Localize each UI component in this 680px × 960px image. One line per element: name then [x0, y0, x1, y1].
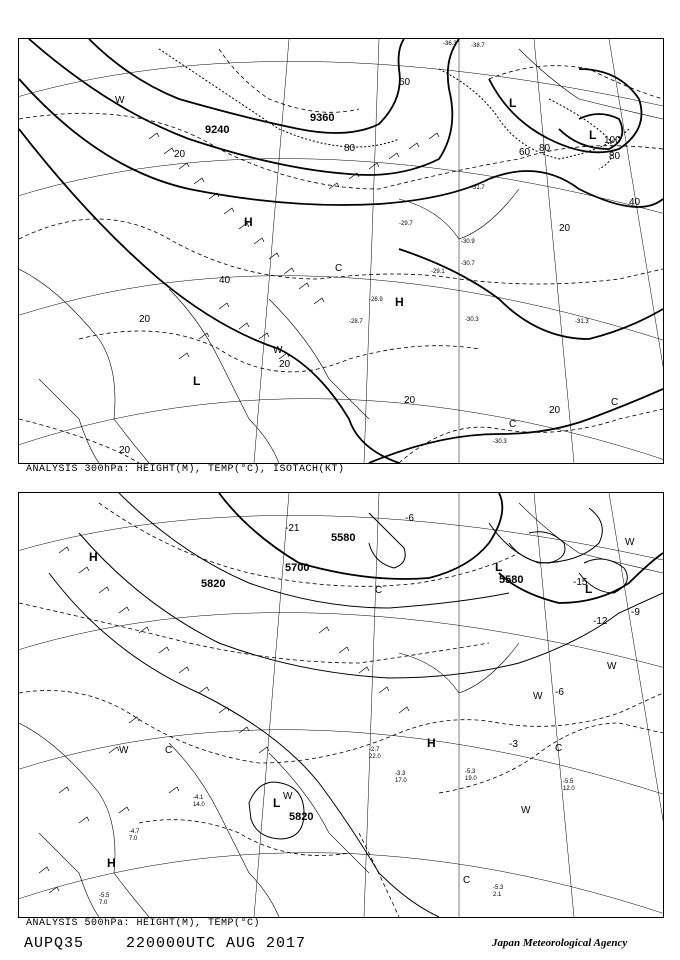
height-label: 5820 — [201, 578, 226, 590]
isotherm-label: -21 — [285, 523, 300, 534]
height-label: 5820 — [289, 811, 314, 823]
coastlines — [19, 503, 663, 917]
station-plots — [39, 547, 409, 893]
caption-500hpa: ANALYSIS 500hPa: HEIGHT(M), TEMP(°C) — [26, 918, 261, 929]
station-dewpoint: 14.0 — [193, 802, 205, 808]
isotach-label: 20 — [119, 445, 131, 456]
height-label: 5580 — [499, 574, 524, 586]
height-label: 5700 — [285, 562, 310, 574]
station-temp: -5.5 — [99, 893, 110, 899]
height-label: 9360 — [310, 112, 335, 124]
station-dewpoint: 7.0 — [129, 836, 138, 842]
warm-center: W — [115, 95, 125, 106]
pressure-centers — [193, 96, 596, 388]
high-pressure-center: H — [244, 215, 253, 229]
station-temp: -29.1 — [431, 269, 445, 275]
low-pressure-center: L — [495, 560, 503, 574]
isotherm-label: -3 — [509, 739, 518, 750]
warm-center: W — [283, 791, 293, 802]
isotach-label: 40 — [219, 275, 231, 286]
station-temp: -5.5 — [563, 779, 574, 785]
isotach-label: 100 — [604, 135, 621, 146]
height-label: 9240 — [205, 124, 230, 136]
high-pressure-center: H — [89, 550, 98, 564]
station-temp: -31.7 — [471, 185, 485, 191]
station-temp: -31.3 — [575, 319, 589, 325]
graticule — [19, 493, 663, 917]
valid-time: 220000UTC AUG 2017 — [126, 935, 307, 952]
height-contours — [219, 493, 663, 603]
station-dewpoint: 22.0 — [369, 754, 381, 760]
station-temp: -30.3 — [465, 317, 479, 323]
warm-center: W — [119, 745, 129, 756]
isotach-label: 20 — [174, 149, 186, 160]
station-temp: -5.3 — [465, 769, 476, 775]
map-500hpa-svg — [19, 493, 663, 917]
low-pressure-center: L — [585, 582, 593, 596]
coastlines — [19, 49, 663, 463]
isotach-label: 20 — [549, 405, 561, 416]
cold-center: C — [335, 263, 343, 274]
cold-center: C — [463, 875, 471, 886]
station-temp: -30.9 — [461, 239, 475, 245]
agency-name: Japan Meteorological Agency — [492, 937, 628, 949]
station-temp: -3.3 — [395, 771, 406, 777]
station-temp: -28.7 — [349, 319, 363, 325]
isotherm-labels — [285, 513, 640, 750]
isotach-label: 40 — [629, 197, 641, 208]
station-temp: -30.7 — [461, 261, 475, 267]
low-pressure-center: L — [509, 96, 517, 110]
station-dewpoint: 17.0 — [395, 778, 407, 784]
low-pressure-center: L — [589, 128, 597, 142]
warm-center: W — [607, 661, 617, 672]
cold-center: C — [165, 745, 173, 756]
station-temp: -4.7 — [129, 829, 140, 835]
station-temp: -26.9 — [369, 297, 383, 303]
cold-center: C — [375, 585, 383, 596]
warm-center: W — [521, 805, 531, 816]
high-pressure-center: H — [395, 295, 404, 309]
map-300hpa-svg — [19, 39, 663, 463]
map-panel-500hpa — [18, 492, 664, 918]
station-temp: -38.7 — [471, 43, 485, 49]
caption-300hpa: ANALYSIS 300hPa: HEIGHT(M), TEMP(°C), ISOTACH(KT) — [26, 464, 345, 475]
station-values — [99, 747, 575, 906]
height-contours-thin — [49, 493, 663, 917]
isotach-label: 80 — [609, 151, 621, 162]
low-pressure-center: L — [273, 796, 281, 810]
high-pressure-center: H — [107, 856, 116, 870]
isotach-labels — [119, 77, 641, 456]
cold-center: C — [509, 419, 517, 430]
temperature-isotherms — [19, 49, 663, 463]
high-pressure-center: H — [427, 736, 436, 750]
station-dewpoint: 19.0 — [465, 776, 477, 782]
isotach-label: 80 — [539, 143, 551, 154]
station-temp: -29.7 — [399, 221, 413, 227]
station-dewpoint: 12.0 — [563, 786, 575, 792]
isotherm-label: -15 — [573, 577, 588, 588]
cold-center: C — [555, 743, 563, 754]
isotach-label: 20 — [559, 223, 571, 234]
isotach-label: 60 — [399, 77, 411, 88]
isotach-label: 60 — [519, 147, 531, 158]
low-pressure-center: L — [193, 374, 201, 388]
station-temp: -30.3 — [493, 439, 507, 445]
isotherm-label: -12 — [593, 616, 608, 627]
height-label: 5580 — [331, 532, 356, 544]
pressure-centers — [89, 550, 592, 870]
chart-code: AUPQ35 — [24, 935, 85, 952]
station-dewpoint: 7.0 — [99, 900, 108, 906]
station-temp: -2.7 — [369, 747, 380, 753]
cold-center: C — [611, 397, 619, 408]
isotherm-label: -6 — [555, 687, 564, 698]
station-temp: -36.3 — [443, 41, 457, 47]
isotach-label: 20 — [404, 395, 416, 406]
map-panel-300hpa — [18, 38, 664, 464]
isotach-label: 80 — [344, 143, 356, 154]
station-temp: -4.1 — [193, 795, 204, 801]
isotherm-label: -9 — [631, 607, 640, 618]
isotach-label: 20 — [139, 314, 151, 325]
station-dewpoint: 2.1 — [493, 892, 502, 898]
temperature-centers — [119, 537, 635, 886]
station-temp: -5.3 — [493, 885, 504, 891]
warm-center: W — [533, 691, 543, 702]
temperature-isotherms — [19, 503, 663, 917]
isotherm-label: -6 — [405, 513, 414, 524]
warm-center: W — [625, 537, 635, 548]
warm-center: W — [273, 345, 283, 356]
isotach-label: 20 — [279, 359, 291, 370]
